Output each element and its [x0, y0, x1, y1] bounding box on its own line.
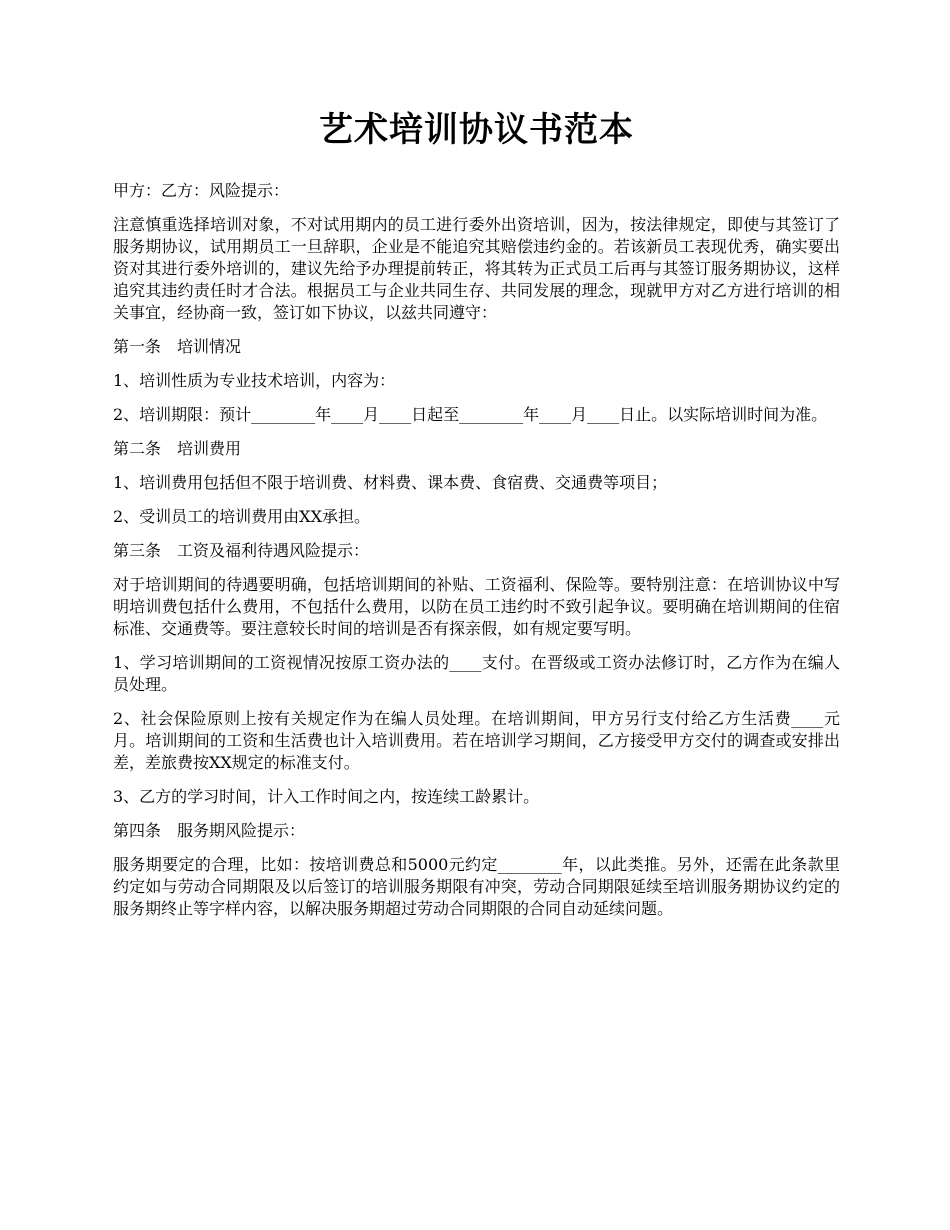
parties-line: 甲方：乙方：风险提示： — [113, 181, 290, 200]
article-1-item-1: 1、培训性质为专业技术培训，内容为： — [113, 371, 396, 390]
risk-note-benefits: 对于培训期间的待遇要明确，包括培训期间的补贴、工资福利、保险等。要特别注意：在培训协议中写明培训费包括什么费用，不包括什么费用，以防在员工违约时不致引起争议。要明确在培训期间的住宿标准、交通费等。要注意较长时间的培训是否有探亲假，如有规定要写明。 — [113, 575, 840, 638]
article-2-item-2: 2、受训员工的培训费用由XX承担。 — [113, 507, 370, 526]
document-title: 艺术培训协议书范本 — [319, 110, 634, 150]
article-3-heading: 第三条 工资及福利待遇风险提示： — [113, 541, 370, 560]
article-3-item-2: 2、社会保险原则上按有关规定作为在编人员处理。在培训期间，甲方另行支付给乙方生活费____元月。培训期间的工资和生活费也计入培训费用。若在培训学习期间，乙方接受甲方交付的调查或安排出差，差旅费按XX规定的标准支付。 — [113, 709, 840, 772]
article-1-heading: 第一条 培训情况 — [113, 337, 242, 356]
risk-note-training-target: 注意慎重选择培训对象，不对试用期内的员工进行委外出资培训，因为，按法律规定，即使与其签订了服务期协议，试用期员工一旦辞职，企业是不能追究其赔偿违约金的。若该新员工表现优秀，确实要出资对其进行委外培训的，建议先给予办理提前转正，将其转为正式员工后再与其签订服务期协议，这样追究其违约责任时才合法。根据员工与企业共同生存、共同发展的理念，现就甲方对乙方进行培训的相关事宜，经协商一致，签订如下协议，以兹共同遵守： — [113, 215, 840, 322]
article-4-heading: 第四条 服务期风险提示： — [113, 821, 306, 840]
risk-note-service-period: 服务期要定的合理，比如：按培训费总和5000元约定________年，以此类推。另外，还需在此条款里约定如与劳动合同期限及以后签订的培训服务期限有冲突，劳动合同期限延续至培训服务期协议约定的服务期终止等字样内容，以解决服务期超过劳动合同期限的合同自动延续问题。 — [113, 855, 840, 918]
article-2-heading: 第二条 培训费用 — [113, 439, 242, 458]
article-1-item-2: 2、培训期限：预计________年____月____日起至________年____月____日止。以实际培训时间为准。 — [113, 405, 828, 424]
article-3-item-3: 3、乙方的学习时间，计入工作时间之内，按连续工龄累计。 — [113, 787, 540, 806]
article-3-item-1: 1、学习培训期间的工资视情况按原工资办法的____支付。在晋级或工资办法修订时，乙方作为在编人员处理。 — [113, 653, 840, 694]
article-2-item-1: 1、培训费用包括但不限于培训费、材料费、课本费、食宿费、交通费等项目； — [113, 473, 668, 492]
